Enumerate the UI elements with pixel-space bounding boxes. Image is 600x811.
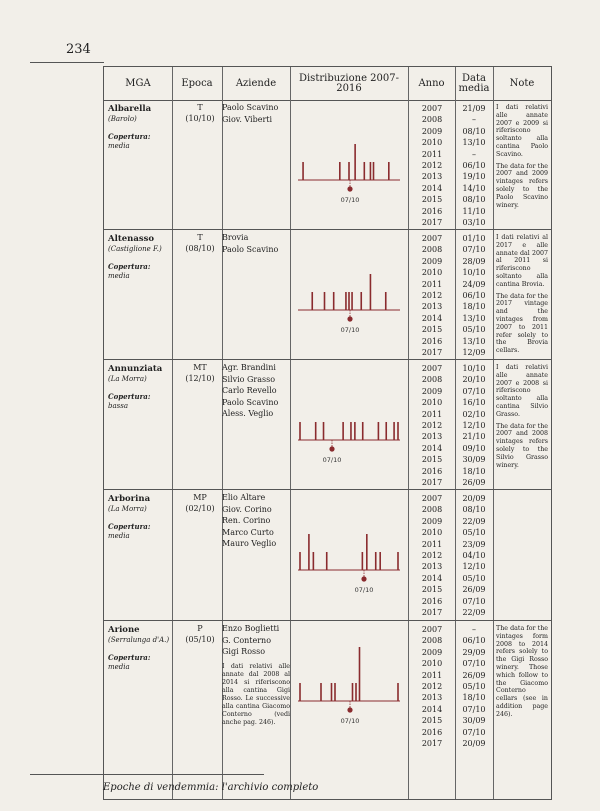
aziende-list	[222, 623, 294, 658]
date-cell: 09/10	[462, 443, 486, 453]
note-english: The data for the 2007 and 2009 vintages refers solely to the Paolo Scavino winery.	[496, 162, 548, 209]
bar-02/10	[323, 422, 325, 440]
note	[496, 625, 548, 723]
bar-30/09	[315, 422, 317, 440]
bar-10/10	[360, 292, 362, 310]
azienda: Mauro Veglio	[222, 539, 277, 548]
year-cell: 2015	[421, 455, 443, 465]
date-cell: 24/09	[462, 279, 486, 289]
distribution-chart	[290, 230, 408, 359]
mean-label: 07/10	[354, 586, 374, 594]
year-cell: 2011	[421, 539, 443, 549]
year-cell: 2009	[421, 386, 443, 396]
azienda: Giov. Viberti	[222, 114, 273, 124]
bar-13/10	[370, 162, 372, 180]
bar-06/10	[348, 292, 350, 310]
azienda: Paolo Scavino	[222, 244, 279, 254]
coverage-value: media	[108, 142, 130, 150]
epoca-date: (12/10)	[185, 374, 215, 383]
header-data-media-line2: media	[458, 82, 490, 94]
bar-01/10	[333, 292, 335, 310]
date-cell: 18/10	[462, 302, 486, 312]
date-cell: 26/09	[462, 670, 486, 680]
bar-20/09	[299, 683, 301, 701]
date-cell: 06/10	[462, 160, 486, 170]
date-cell: 23/09	[462, 539, 486, 549]
epoca-date: (05/10)	[185, 635, 215, 644]
date-cell: 18/10	[462, 466, 486, 476]
bar-06/10	[355, 683, 357, 701]
bar-12/10	[397, 552, 399, 570]
coverage-value: media	[108, 663, 130, 671]
azienda: Giov. Corino	[222, 504, 272, 514]
top-rule	[30, 62, 104, 63]
date-cell: 07/10	[462, 727, 486, 737]
year-cell: 2015	[421, 325, 443, 335]
coverage-label: Copertura:	[108, 653, 151, 662]
date-cell: 06/10	[462, 290, 486, 300]
azienda: Agr. Brandini	[222, 363, 276, 372]
year-list	[408, 363, 456, 488]
date-cell: 14/10	[462, 183, 486, 193]
year-cell: 2015	[421, 585, 443, 595]
date-cell: 02/10	[462, 409, 486, 419]
date-cell: 30/09	[462, 455, 486, 465]
date-cell: 20/10	[462, 375, 486, 385]
header-data-media	[455, 67, 493, 100]
mean-label: 07/10	[340, 717, 360, 725]
year-cell: 2009	[421, 647, 443, 657]
date-cell: 19/10	[462, 172, 486, 182]
year-cell: 2016	[421, 206, 443, 216]
year-cell: 2014	[421, 443, 443, 453]
year-cell: 2012	[421, 550, 443, 560]
date-cell: 05/10	[462, 573, 486, 583]
date-list	[455, 103, 493, 228]
bar-07/10	[342, 422, 344, 440]
bar-06/10	[348, 162, 350, 180]
epoca	[175, 232, 225, 254]
date-cell: 01/10	[462, 234, 486, 243]
year-cell: 2010	[421, 659, 443, 669]
year-cell: 2017	[421, 217, 443, 227]
year-cell: 2013	[421, 562, 443, 572]
epoca-class: T	[197, 233, 203, 242]
year-cell: 2009	[421, 516, 443, 526]
year-cell: 2007	[421, 625, 443, 634]
date-list	[455, 624, 493, 749]
header-data-media-line1: Data	[462, 72, 486, 84]
aziende-list	[222, 492, 294, 550]
date-cell: 22/09	[462, 516, 486, 526]
date-cell: 07/10	[462, 596, 486, 606]
epoca-date: (10/10)	[185, 114, 215, 123]
year-cell: 2013	[421, 693, 443, 703]
coverage-value: bassa	[108, 402, 129, 410]
year-cell: 2007	[421, 104, 443, 113]
year-cell: 2014	[421, 704, 443, 714]
year-cell: 2008	[421, 245, 443, 255]
date-cell: 22/09	[462, 607, 486, 617]
year-cell: 2011	[421, 409, 443, 419]
bar-21/10	[397, 422, 399, 440]
date-cell: 16/10	[462, 398, 486, 408]
coverage-value: media	[108, 272, 130, 280]
epoca	[175, 492, 225, 514]
year-cell: 2011	[421, 670, 443, 680]
mga-comune: (Barolo)	[108, 115, 137, 123]
date-cell: 07/10	[462, 659, 486, 669]
bar-11/10	[364, 162, 366, 180]
azienda: Carlo Revello	[222, 386, 277, 395]
mean-marker	[347, 316, 352, 321]
bar-26/09	[326, 552, 328, 570]
date-cell: 20/09	[462, 494, 486, 503]
date-cell: 18/10	[462, 693, 486, 703]
date-cell: 12/10	[462, 420, 486, 430]
date-cell: 08/10	[462, 505, 486, 515]
date-list	[455, 233, 493, 358]
bar-09/10	[350, 422, 352, 440]
bar-07/10	[359, 647, 361, 701]
bar-08/10	[354, 144, 356, 180]
epoca-date: (08/10)	[185, 244, 215, 253]
date-cell: –	[472, 625, 476, 634]
bar-20/09	[299, 552, 301, 570]
year-cell: 2013	[421, 432, 443, 442]
bar-20/10	[393, 422, 395, 440]
year-list	[408, 624, 456, 749]
mga-name: Altenasso	[108, 234, 155, 244]
bar-19/10	[388, 162, 390, 180]
note	[496, 234, 548, 359]
mga-row-arborina	[104, 490, 551, 620]
coverage-label: Copertura:	[108, 132, 151, 141]
bar-28/09	[324, 292, 326, 310]
bar-21/09	[302, 162, 304, 180]
epoca-class: MT	[193, 363, 207, 372]
epoca	[175, 102, 225, 124]
epoca	[175, 362, 225, 384]
mean-label: 07/10	[322, 456, 342, 464]
mga-row-arione	[104, 621, 551, 751]
azienda: Enzo Boglietti	[222, 624, 280, 633]
bar-08/10	[379, 552, 381, 570]
coverage-label: Copertura:	[108, 262, 151, 271]
note	[496, 364, 548, 473]
azienda: Elio Altare	[222, 493, 266, 502]
bar-03/10	[339, 162, 341, 180]
note-english: The data for the vintages form 2008 to 2014 refers solely to the Gigi Rosso winery. Those which follow to the Giacomo Conterno cellars (see in addition page 246).	[496, 625, 548, 718]
year-cell: 2016	[421, 466, 443, 476]
aziende-list	[222, 102, 294, 125]
epoca-class: P	[197, 624, 203, 633]
note	[496, 104, 548, 213]
mga-comune: (Serralunga d'A.)	[108, 636, 170, 644]
date-cell: 26/09	[462, 477, 486, 487]
bar-30/09	[334, 683, 336, 701]
date-cell: 13/10	[462, 138, 486, 148]
year-cell: 2012	[421, 681, 443, 691]
header-epoca: Epoca	[181, 77, 213, 89]
year-cell: 2016	[421, 596, 443, 606]
date-cell: 12/09	[462, 347, 486, 357]
year-cell: 2013	[421, 172, 443, 182]
bar-07/10	[351, 292, 353, 310]
distribution-chart	[290, 360, 408, 489]
year-cell: 2014	[421, 183, 443, 193]
header-note: Note	[509, 77, 535, 89]
note-english: The data for the 2007 and 2008 vintages refers solely to the Silvio Grasso winery.	[496, 422, 548, 469]
date-cell: 11/10	[462, 206, 486, 216]
bar-18/10	[385, 422, 387, 440]
bar-05/10	[352, 683, 354, 701]
running-footer: Epoche di vendemmia: l'archivio completo	[103, 782, 319, 793]
year-cell: 2008	[421, 375, 443, 385]
footer-rule	[30, 774, 264, 775]
azienda: Paolo Scavino	[222, 397, 279, 407]
date-cell: 26/09	[462, 585, 486, 595]
azienda: Gigi Rosso	[222, 647, 266, 656]
year-cell: 2008	[421, 636, 443, 646]
coverage-label: Copertura:	[108, 392, 151, 401]
date-list	[455, 363, 493, 488]
year-cell: 2015	[421, 716, 443, 726]
azienda: Brovia	[222, 233, 249, 242]
bar-26/09	[320, 683, 322, 701]
year-cell: 2017	[421, 738, 443, 748]
date-cell: 04/10	[462, 550, 486, 560]
mga-row-annunziata	[104, 360, 551, 489]
epoca-date: (02/10)	[185, 504, 215, 513]
bar-18/10	[385, 292, 387, 310]
year-cell: 2007	[421, 364, 443, 373]
year-list	[408, 103, 456, 228]
mga-comune: (La Morra)	[108, 375, 147, 383]
aziende-note: I dati relativi alle annate dal 2008 al 2014 si riferiscono alla cantina Gigi Rosso. Le successive alla cantina Giacomo Conterno (vedi anche pag. 246).	[222, 663, 290, 726]
year-cell: 2015	[421, 195, 443, 205]
date-cell: –	[472, 149, 476, 159]
date-cell: 29/09	[462, 647, 486, 657]
mean-marker	[329, 446, 334, 451]
year-cell: 2009	[421, 126, 443, 136]
mga-name: Arborina	[108, 494, 151, 504]
date-list	[455, 493, 493, 618]
azienda: Ren. Corino	[222, 516, 271, 525]
year-cell: 2012	[421, 160, 443, 170]
date-cell: 08/10	[462, 126, 486, 136]
year-cell: 2010	[421, 528, 443, 538]
bar-12/10	[362, 422, 364, 440]
year-cell: 2016	[421, 336, 443, 346]
distribution-chart	[290, 100, 408, 229]
note-italian: I dati relativi al 2017 e alle annate dal 2007 al 2011 si riferiscono soltanto alla cantina Brovia.	[496, 234, 548, 288]
bar-05/10	[345, 292, 347, 310]
year-cell: 2011	[421, 149, 443, 159]
mean-label: 07/10	[340, 326, 360, 334]
year-cell: 2009	[421, 256, 443, 266]
year-cell: 2017	[421, 607, 443, 617]
header-aziende: Aziende	[235, 77, 277, 89]
bar-29/09	[331, 683, 333, 701]
date-cell: 05/10	[462, 681, 486, 691]
year-cell: 2012	[421, 420, 443, 430]
date-cell: 08/10	[462, 195, 486, 205]
azienda: G. Conterno	[222, 635, 272, 645]
mga-row-altenasso	[104, 230, 551, 359]
note-english: The data for the 2017 vintage and the vintages from 2007 to 2011 refer solely to the Brovia cellars.	[496, 292, 548, 355]
bar-13/10	[370, 274, 372, 310]
header-mga: MGA	[125, 77, 151, 89]
azienda: Paolo Scavino	[222, 103, 279, 112]
mga-comune: (Castiglione F.)	[108, 245, 162, 253]
coverage-label: Copertura:	[108, 522, 151, 531]
date-cell: 03/10	[462, 217, 486, 227]
azienda: Silvio Grasso	[222, 374, 276, 384]
date-cell: 13/10	[462, 336, 486, 346]
year-cell: 2013	[421, 302, 443, 312]
bar-26/09	[299, 422, 301, 440]
aziende-list	[222, 362, 294, 420]
epoca-class: T	[197, 103, 203, 112]
vintage-table	[103, 66, 552, 800]
year-cell: 2011	[421, 279, 443, 289]
year-cell: 2014	[421, 313, 443, 323]
year-list	[408, 493, 456, 618]
date-cell: 07/10	[462, 704, 486, 714]
note-italian: I dati relativi alle annate 2007 e 2009 si riferiscono soltanto alla cantina Paolo Scavino.	[496, 104, 548, 158]
mean-marker	[347, 707, 352, 712]
year-cell: 2017	[421, 477, 443, 487]
year-cell: 2010	[421, 398, 443, 408]
bar-24/09	[311, 292, 313, 310]
date-cell: 21/10	[462, 432, 486, 442]
bar-23/09	[313, 552, 315, 570]
bar-16/10	[378, 422, 380, 440]
azienda: Marco Curto	[222, 527, 274, 537]
epoca	[175, 623, 225, 645]
bar-05/10	[366, 534, 368, 570]
date-cell: 06/10	[462, 636, 486, 646]
bar-14/10	[373, 162, 375, 180]
year-cell: 2012	[421, 290, 443, 300]
mga-name: Albarella	[108, 104, 152, 114]
mga-comune: (La Morra)	[108, 505, 147, 513]
date-cell: 07/10	[462, 386, 486, 396]
year-cell: 2010	[421, 268, 443, 278]
date-cell: 28/09	[462, 256, 486, 266]
year-cell: 2014	[421, 573, 443, 583]
mean-marker	[361, 576, 366, 581]
aziende-list	[222, 232, 294, 255]
bar-18/10	[397, 683, 399, 701]
mean-label: 07/10	[340, 196, 360, 204]
mga-name: Arione	[108, 625, 140, 635]
coverage-value: media	[108, 532, 130, 540]
year-cell: 2017	[421, 347, 443, 357]
date-cell: –	[472, 115, 476, 125]
date-cell: 21/09	[462, 104, 486, 113]
year-cell: 2010	[421, 138, 443, 148]
date-cell: 12/10	[462, 562, 486, 572]
year-list	[408, 233, 456, 358]
bar-04/10	[362, 552, 364, 570]
date-cell: 30/09	[462, 716, 486, 726]
date-cell: 10/10	[462, 364, 486, 373]
date-cell: 20/09	[462, 738, 486, 748]
distribution-chart	[290, 621, 408, 751]
header-distribuzione: Distribuzione 2007-2016	[298, 72, 400, 94]
date-cell: 07/10	[462, 245, 486, 255]
year-cell: 2007	[421, 494, 443, 503]
epoca-class: MP	[193, 493, 207, 502]
page-number: 234	[66, 42, 91, 57]
mga-name: Annunziata	[108, 364, 163, 374]
mean-marker	[347, 186, 352, 191]
year-cell: 2016	[421, 727, 443, 737]
year-cell: 2008	[421, 505, 443, 515]
note-italian: I dati relativi alle annate 2007 e 2008 si riferiscono soltanto alla cantina Silvio Grasso.	[496, 364, 548, 418]
date-cell: 13/10	[462, 313, 486, 323]
mga-row-albarella	[104, 100, 551, 229]
distribution-chart	[290, 490, 408, 620]
date-cell: 05/10	[462, 325, 486, 335]
bar-22/09	[308, 534, 310, 570]
bar-10/10	[354, 422, 356, 440]
year-cell: 2008	[421, 115, 443, 125]
bar-07/10	[375, 552, 377, 570]
date-cell: 10/10	[462, 268, 486, 278]
date-cell: 05/10	[462, 528, 486, 538]
header-anno: Anno	[418, 77, 445, 89]
azienda: Aless. Veglio	[222, 409, 274, 418]
year-cell: 2007	[421, 234, 443, 243]
